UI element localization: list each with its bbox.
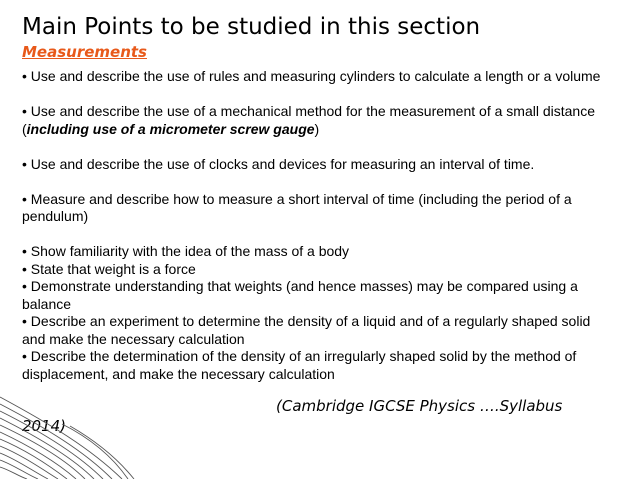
point-short-interval: • Measure and describe how to measure a short interval of time (including the period of a xyxy=(22,190,572,207)
citation-line-1: (Cambridge IGCSE Physics ….Syllabus xyxy=(276,397,563,415)
point-density-liquid: • Describe an experiment to determine the density of a liquid and of a regularly shaped solid xyxy=(22,313,591,329)
point-clocks: • Use and describe the use of clocks and devices for measuring an interval of time. xyxy=(22,155,535,172)
point-mechanical-method: • Use and describe the use of a mechanical method for the measurement of a small distance xyxy=(22,103,595,119)
close-paren: ) xyxy=(314,120,320,137)
point-density-irregular: • Describe the determination of the density of an irregularly shaped solid by the method of xyxy=(22,348,577,364)
section-heading: Measurements xyxy=(22,43,147,61)
point-short-interval-cont: pendulum) xyxy=(22,208,89,224)
point-compare-weights: • Demonstrate understanding that weights (and hence masses) may be compared using a xyxy=(22,278,578,294)
slide-title: Main Points to be studied in this section xyxy=(22,14,481,40)
point-density-liquid-cont: and make the necessary calculation xyxy=(22,330,245,347)
spacer xyxy=(22,86,618,104)
point-weight-force: • State that weight is a force xyxy=(22,260,196,277)
point-mass: • Show familiarity with the idea of the mass of a body xyxy=(22,243,350,259)
spacer xyxy=(22,226,618,244)
open-paren: ( xyxy=(22,120,27,137)
citation-line-2: 2014) xyxy=(22,417,67,435)
micrometer-emphasis: including use of a micrometer screw gauge xyxy=(26,120,315,137)
spacer xyxy=(22,138,618,156)
point-density-irregular-cont: displacement, and make the necessary calculation xyxy=(22,365,335,382)
point-micrometer-note xyxy=(22,121,618,139)
points-list xyxy=(22,68,618,383)
point-rules-cylinders: • Use and describe the use of rules and measuring cylinders to calculate a length or a volume xyxy=(22,68,601,84)
spacer xyxy=(22,173,618,191)
point-compare-weights-cont: balance xyxy=(22,295,72,312)
